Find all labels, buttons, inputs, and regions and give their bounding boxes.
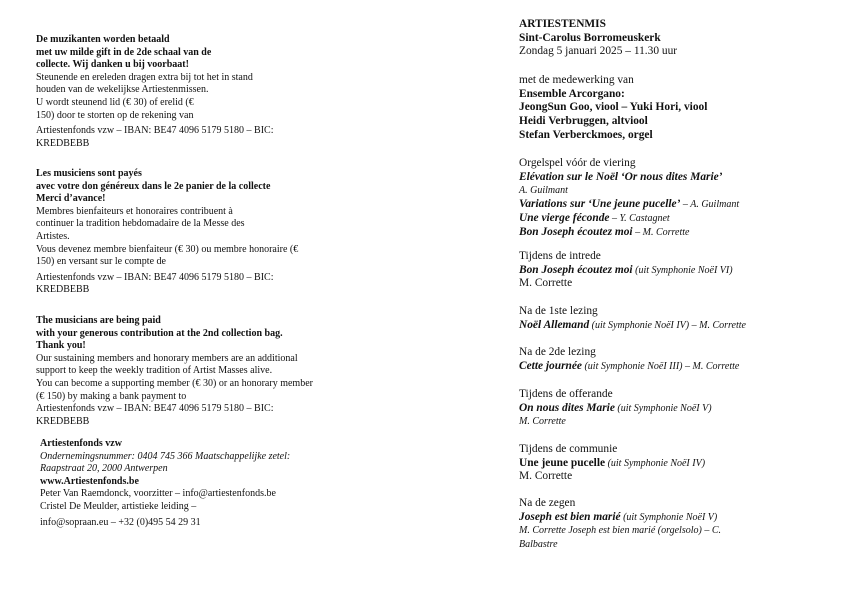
dutch-body-line: houden van de wekelijkse Artiestenmissen. [36,84,209,96]
org-registration-line: Ondernemingsnummer: 0404 745 366 Maatschappelijke zetel: [40,450,291,462]
english-body-line: You can become a supporting member (€ 30) or an honorary member [36,377,313,389]
piece-title: Variations sur ‘Une jeune pucelle’ [519,198,681,211]
piece-source: (uit Symphonie NoëI III) – M. Corrette [581,360,740,372]
org-website: www.Artiestenfonds.be [40,475,139,487]
piece-title: Cette journée [519,359,582,372]
french-block [36,168,336,297]
french-body-line: 150) en versant sur le compte de [36,256,166,268]
piece-source: (uit Symphonie NoëI V) [614,402,712,414]
piece-composer: A. Guilmant [519,185,568,197]
dutch-body-line: U wordt steunend lid (€ 30) of erelid (€ [36,96,194,108]
french-body-line: continuer la tradition hebdomadaire de la Messe des [36,218,245,230]
dutch-body-line: 150) door te storten op de rekening van [36,109,194,121]
english-heading-line: with your generous contribution at the 2nd collection bag. [36,327,283,339]
performer-line: Stefan Verberckmoes, orgel [519,128,653,141]
french-body-line: Artistes. [36,230,70,242]
english-bic-line: KREDBEBB [36,415,90,427]
church-name: Sint-Carolus Borromeuskerk [519,31,661,44]
prelude-block [519,157,839,240]
dutch-bic-line: KREDBEBB [36,137,90,149]
french-heading-line: Merci d’avance! [36,193,106,205]
section-communie [519,443,839,484]
section-label: Tijdens de offerande [519,388,613,400]
piece-composer: – A. Guilmant [680,199,740,211]
piece-composer: – M. Corrette [632,226,690,238]
section-intrede [519,250,839,291]
program-header [519,18,839,59]
dutch-heading-line: collecte. Wij danken u bij voorbaat! [36,59,189,71]
section-label: Tijdens de communie [519,443,618,455]
english-body-line: support to keep the weekly tradition of Artist Masses alive. [36,365,273,377]
org-block [36,438,336,529]
service-date: Zondag 5 januari 2025 – 11.30 uur [519,45,678,58]
org-contact-line: Peter Van Raemdonck, voorzitter – info@artiestenfonds.be [40,488,276,500]
dutch-heading-line: De muzikanten worden betaald [36,34,170,45]
french-body-line: Vous devenez membre bienfaiteur (€ 30) ou membre honoraire (€ [36,243,299,255]
performers-block [519,74,839,143]
org-registration-line: Raapstraat 20, 2000 Antwerpen [40,463,168,475]
performers-intro: met de medewerking van [519,74,634,86]
prelude-item [519,198,839,212]
piece-title: On nous dites Marie [519,401,615,414]
piece-title: Joseph est bien marié [519,510,621,523]
prelude-item [519,226,839,240]
section-label: Na de zegen [519,497,576,509]
english-body-line: (€ 150) by making a bank payment to [36,390,187,402]
piece-title: Elévation sur le Noël ‘Or nous dites Marie’ [519,170,723,183]
piece-title: Une jeune pucelle [519,456,606,469]
section-label: Na de 1ste lezing [519,305,598,317]
piece-title: Noël Allemand [519,318,590,331]
ensemble-name: Ensemble Arcorgano: [519,87,625,100]
org-contact-line: Cristel De Meulder, artistieke leiding – [40,500,197,512]
org-contact-line: info@sopraan.eu – +32 (0)495 54 29 31 [40,516,201,528]
section-label: Tijdens de intrede [519,250,601,262]
piece-composer: Balbastre [519,539,558,551]
piece-source: (uit Symphonie NoëI V) [620,511,718,523]
english-block [36,315,336,428]
prelude-item [519,212,839,226]
org-name: Artiestenfonds vzw [40,438,122,449]
section-1ste-lezing [519,305,839,332]
french-heading-line: Les musiciens sont payés [36,168,142,179]
english-iban-line: Artiestenfonds vzw – IBAN: BE47 4096 5179 5180 – BIC: [36,403,274,415]
piece-composer: M. Corrette [519,277,573,290]
piece-source: (uit Symphonie NoëI IV) [605,457,706,469]
piece-title: Bon Joseph écoutez moi [519,225,633,238]
section-2de-lezing [519,346,839,373]
piece-source: (uit Symphonie NoëI VI) [632,264,733,276]
section-label: Na de 2de lezing [519,346,596,358]
french-heading-line: avec votre don généreux dans le 2e panier de la collecte [36,180,271,192]
section-zegen [519,497,839,552]
piece-title: Une vierge féconde [519,212,610,225]
english-body-line: Our sustaining members and honorary members are an additional [36,352,298,364]
dutch-body-line: Steunende en ereleden dragen extra bij tot het in stand [36,71,253,83]
piece-composer: M. Corrette Joseph est bien marié (orgelsolo) – C. [519,525,722,537]
piece-composer: M. Corrette [519,416,566,428]
section-offerande [519,388,839,429]
french-bic-line: KREDBEBB [36,284,90,296]
piece-composer: M. Corrette [519,470,573,483]
piece-source: (uit Symphonie NoëI IV) – M. Corrette [589,319,746,331]
piece-title: Bon Joseph écoutez moi [519,263,633,276]
french-body-line: Membres bienfaiteurs et honoraires contribuent à [36,205,233,217]
dutch-block [36,34,336,150]
program-title: ARTIESTENMIS [519,18,606,30]
performer-line: Heidi Verbruggen, altviool [519,115,648,128]
performer-line: JeongSun Goo, viool – Yuki Hori, viool [519,101,708,114]
dutch-heading-line: met uw milde gift in de 2de schaal van de [36,46,212,58]
english-heading-line: The musicians are being paid [36,315,161,326]
piece-composer: – Y. Castagnet [609,213,670,225]
english-heading-line: Thank you! [36,340,86,352]
french-iban-line: Artiestenfonds vzw – IBAN: BE47 4096 5179 5180 – BIC: [36,271,274,283]
dutch-iban-line: Artiestenfonds vzw – IBAN: BE47 4096 5179 5180 – BIC: [36,125,274,137]
prelude-label: Orgelspel vóór de viering [519,157,636,169]
